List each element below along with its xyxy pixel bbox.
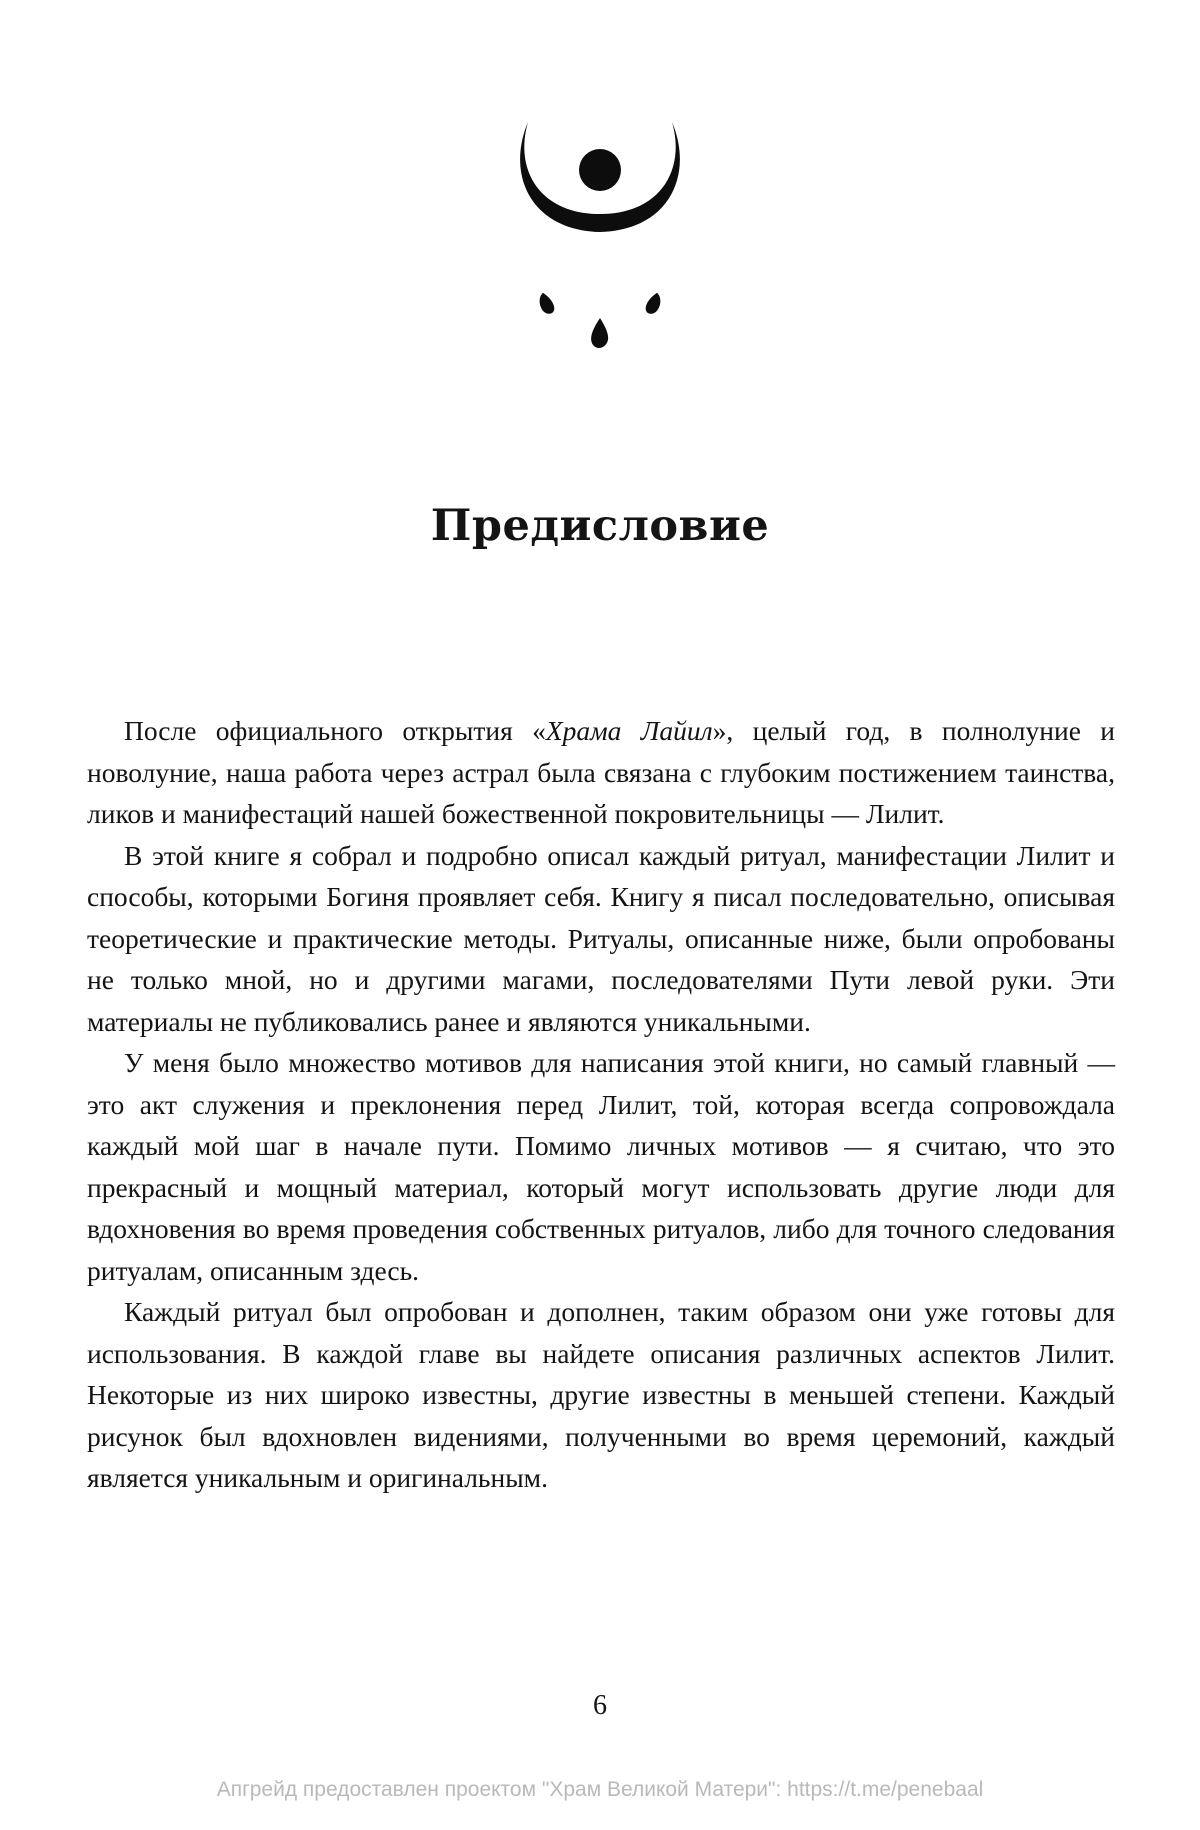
- page-number: 6: [593, 1690, 607, 1721]
- paragraph-4: Каждый ритуал был опробован и дополнен, таким образом они уже готовы для использования. В каждой главе вы найдете описания различных аспектов Лилит. Некоторые из них широко известны, другие известны в меньшей степени. Каждый рисунок был вдохновлен видениями, полученными во время церемоний, каждый является уникальным и оригинальным.: [87, 1296, 1115, 1493]
- body-text: [87, 710, 1115, 1499]
- chapter-title: Предисловие: [430, 501, 770, 551]
- crescent-moon-sigil-icon: [510, 118, 690, 358]
- center-dot: [579, 149, 621, 191]
- paragraph-1-lead: После официального открытия «: [124, 715, 546, 746]
- watermark-text: Апгрейд предоставлен проектом "Храм Великой Матери": https://t.me/penebaal: [216, 1778, 984, 1801]
- paragraph-3: У меня было множество мотивов для написания этой книги, но самый главный — это акт служения и преклонения перед Лилит, той, которая всегда сопровождала каждый мой шаг в начале пути. Помимо личных мотивов — я считаю, что это прекрасный и мощный материал, который могут использовать другие люди для вдохновения во время проведения собственных ритуалов, либо для точного следования ритуалам, описанным здесь.: [87, 1047, 1115, 1286]
- paragraph-1-rest: », целый год, в полнолуние и новолуние, наша работа через астрал была связана с глубоким постижением таинства, ликов и манифестаций нашей божественной покровительницы — Лилит.: [87, 715, 1115, 829]
- right-drop: [644, 291, 664, 316]
- left-drop: [536, 291, 556, 316]
- bottom-drop: [591, 318, 608, 348]
- paragraph-2: В этой книге я собрал и подробно описал каждый ритуал, манифестации Лилит и способы, которыми Богиня проявляет себя. Книгу я писал последовательно, описывая теоретические и практические методы. Ритуалы, описанные ниже, были опробованы не только мной, но и другими магами, последователями Пути левой руки. Эти материалы не публиковались ранее и являются уникальными.: [87, 839, 1115, 1037]
- paragraph-1: [87, 710, 1115, 835]
- temple-name: Храма Лайил: [545, 715, 713, 746]
